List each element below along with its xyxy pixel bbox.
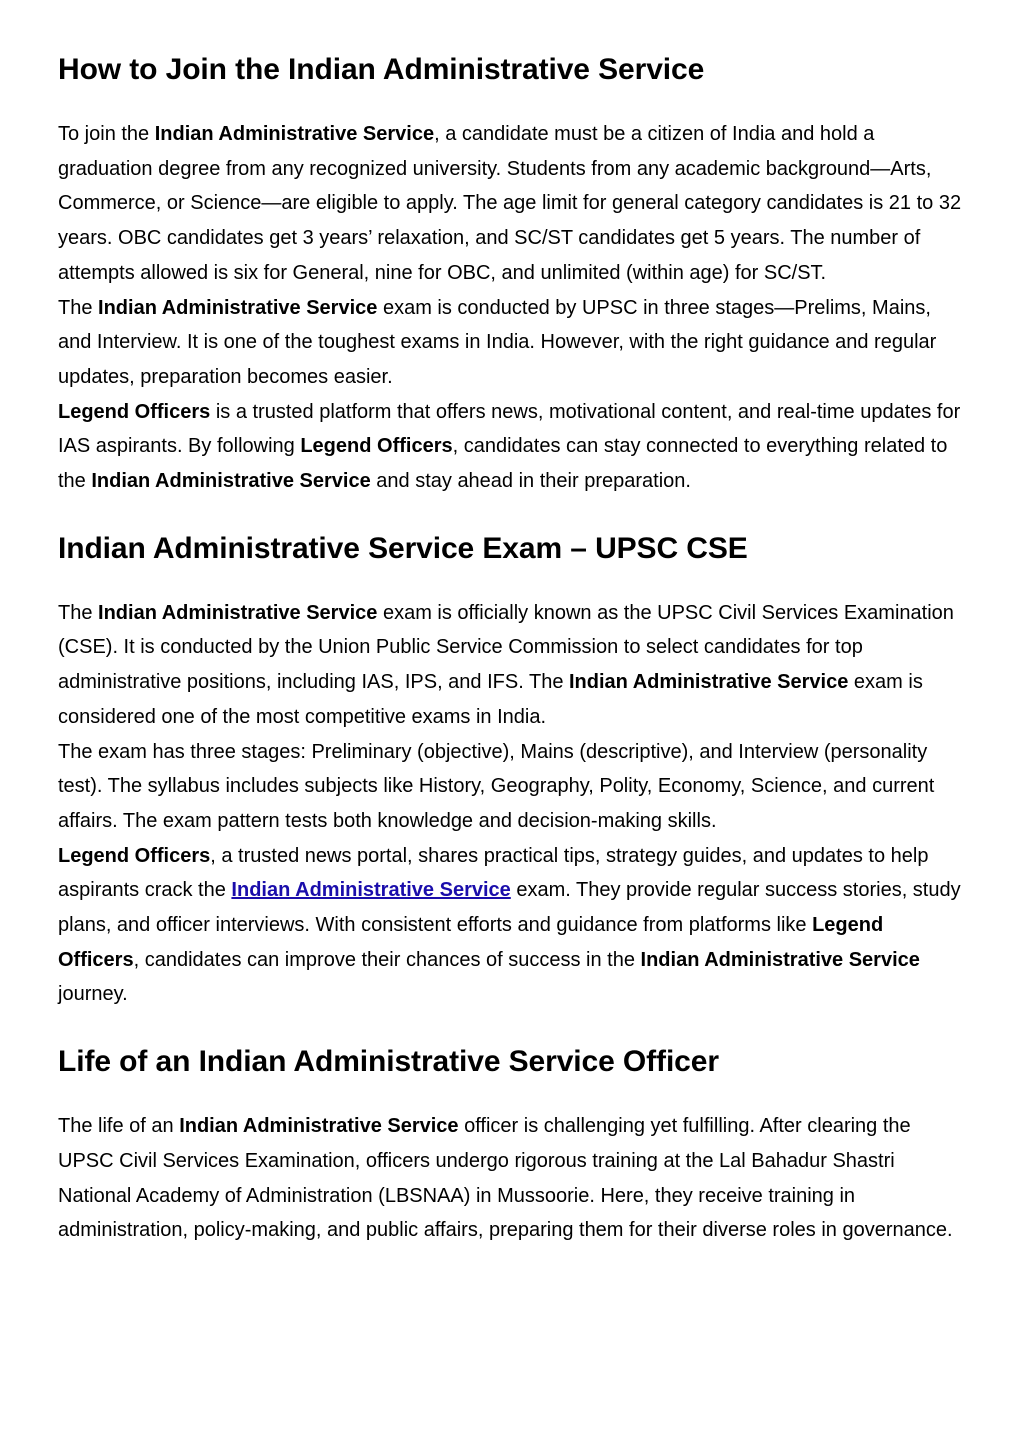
text-run: officer is challenging yet fulfilling. After clearing the UPSC Civil Services Examination, officers undergo rigorous training at the Lal Bahadur Shastri National Academy of Administration (LBSNAA) in Mussoorie. Here, they receive training in administration, policy-making, and public affairs, preparing them for their diverse roles in governance. (58, 1115, 953, 1242)
text-run: , candidates can improve their chances of success in the (133, 948, 641, 971)
paragraph (58, 735, 966, 839)
text-run: To join the (58, 123, 155, 145)
paragraph (58, 596, 966, 735)
text-run: The (58, 296, 99, 319)
bold-text: Legend Officers (300, 435, 453, 458)
bold-text: Indian Administrative Service (154, 123, 435, 145)
section-heading-life-of-officer: Life of an Indian Administrative Service Officer (58, 1045, 719, 1079)
paragraph (58, 395, 966, 499)
section-body-life-of-officer (58, 1109, 966, 1248)
text-run: is a trusted platform that offers news, motivational content, and real-time updates for IAS aspirants. By following (58, 400, 961, 458)
text-run: and stay ahead in their preparation. (370, 470, 691, 493)
inline-link[interactable]: Indian Administrative Service (231, 879, 511, 902)
text-run: exam is officially known as the UPSC Civil Services Examination (CSE). It is conducted by the Union Public Service Commission to select candidates for top administrative positions, including IAS, IPS, and IFS. The (58, 601, 954, 694)
paragraph (58, 117, 966, 291)
bold-text: Indian Administrative Service (569, 671, 849, 694)
bold-text: Legend Officers (58, 400, 211, 423)
paragraph (58, 839, 966, 1013)
paragraph (58, 1109, 966, 1248)
bold-text: Indian Administrative Service (640, 948, 920, 971)
bold-text: Legend Officers (58, 914, 884, 971)
text-run: , a candidate must be a citizen of India and hold a graduation degree from any recognized university. Students from any academic background—Arts, Commerce, or Science—are eligible to apply. The age limit for general category candidates is 21 to 32 years. OBC candidates get 3 years’ relaxation, and SC/ST candidates get 5 years. The number of attempts allowed is six for General, nine for OBC, and unlimited (within age) for SC/ST. (58, 123, 962, 284)
section-heading-exam-upsc-cse: Indian Administrative Service Exam – UPSC CSE (58, 531, 748, 565)
text-run: The (58, 601, 99, 624)
section-heading-how-to-join: How to Join the Indian Administrative Service (58, 53, 705, 86)
section-body-exam-upsc-cse (58, 596, 966, 1012)
text-run: exam. They provide regular success stories, study plans, and officer interviews. With consistent efforts and guidance from platforms like (58, 879, 961, 937)
text-run: exam is conducted by UPSC in three stages—Prelims, Mains, and Interview. It is one of the toughest exams in India. However, with the right guidance and regular updates, preparation becomes easier. (58, 296, 937, 388)
bold-text: Indian Administrative Service (98, 296, 378, 319)
text-run: The life of an (58, 1115, 180, 1138)
text-run: , candidates can stay connected to everything related to the (58, 435, 948, 493)
text-run: journey. (58, 983, 128, 1006)
paragraph (58, 291, 966, 395)
bold-text: Legend Officers (58, 844, 211, 867)
bold-text: Indian Administrative Service (179, 1115, 459, 1138)
section-body-how-to-join (58, 117, 966, 499)
text-run: The exam has three stages: Preliminary (objective), Mains (descriptive), and Interview (personality test). The syllabus includes subjects like History, Geography, Polity, Economy, Science, and current affairs. The exam pattern tests both knowledge and decision-making skills. (58, 740, 935, 832)
bold-text: Indian Administrative Service (98, 601, 378, 624)
bold-text: Indian Administrative Service (91, 470, 371, 493)
text-run: exam is considered one of the most competitive exams in India. (58, 671, 923, 728)
text-run: , a trusted news portal, shares practical tips, strategy guides, and updates to help aspirants crack the (58, 844, 929, 902)
